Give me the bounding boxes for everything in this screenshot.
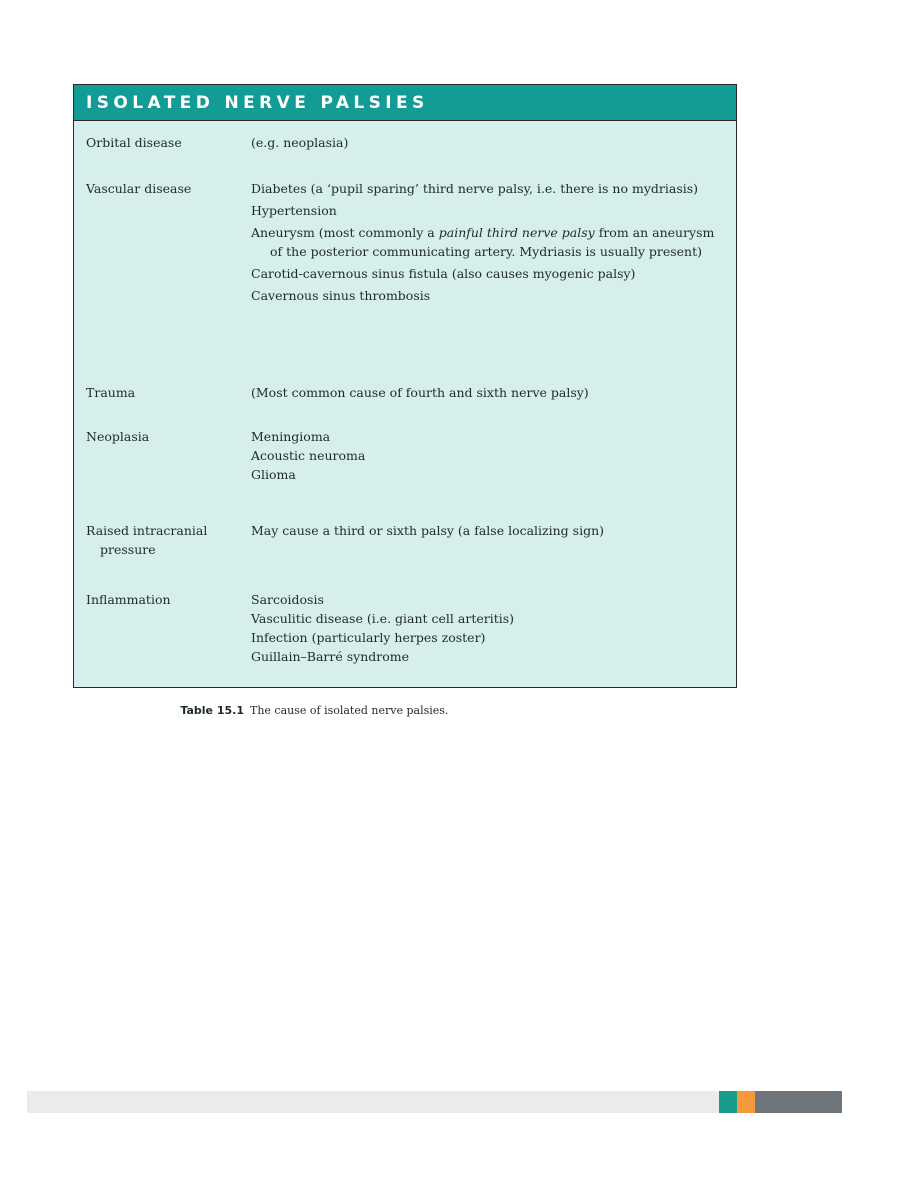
item-text: Aneurysm (most commonly a (251, 225, 439, 240)
caption-text: The cause of isolated nerve palsies. (250, 704, 449, 717)
row-items (251, 427, 729, 484)
row-category: Neoplasia (86, 429, 150, 444)
row-category: Raised intracranial pressure (86, 523, 208, 557)
row-item (251, 201, 729, 220)
item-text: (Most common cause of fourth and sixth nerve palsy) (251, 385, 589, 400)
item-text-italic: painful third nerve palsy (438, 225, 595, 240)
row-item (251, 286, 729, 305)
item-text: Vasculitic disease (i.e. giant cell arteritis) (251, 611, 515, 626)
row-item (251, 521, 729, 540)
row-item (251, 264, 729, 283)
row-items (251, 179, 729, 308)
row-items (251, 383, 729, 405)
row-category: Orbital disease (86, 135, 182, 150)
row-items (251, 133, 729, 155)
item-text: Diabetes (a ‘pupil sparing’ third nerve palsy, i.e. there is no mydriasis) (251, 181, 699, 196)
caption-label: Table 15.1 (180, 704, 244, 717)
row-item (251, 590, 729, 609)
table-title: ISOLATED NERVE PALSIES (74, 85, 736, 121)
row-item (251, 223, 729, 261)
item-text: Cavernous sinus thrombosis (251, 288, 431, 303)
nerve-palsies-table (73, 84, 737, 688)
row-items (251, 521, 729, 543)
row-category: Vascular disease (86, 181, 192, 196)
item-text: Sarcoidosis (251, 592, 324, 607)
row-item (251, 647, 729, 666)
footer-accent-teal (719, 1091, 737, 1113)
item-text: Infection (particularly herpes zoster) (251, 630, 486, 645)
row-item (251, 179, 729, 198)
item-text: Hypertension (251, 203, 337, 218)
row-item (251, 427, 729, 446)
item-text: Carotid-cavernous sinus fistula (also causes myogenic palsy) (251, 266, 636, 281)
item-text: Guillain–Barré syndrome (251, 649, 410, 664)
row-item (251, 609, 729, 628)
footer-accent-orange (737, 1091, 755, 1113)
row-item (251, 465, 729, 484)
item-text: Glioma (251, 467, 296, 482)
item-text: (e.g. neoplasia) (251, 135, 349, 150)
row-items (251, 590, 729, 666)
row-category: Trauma (86, 385, 136, 400)
footer-accent-gray (755, 1091, 842, 1113)
item-text: from an aneurysm of the posterior communicating artery. Mydriasis is usually present) (270, 225, 715, 259)
row-item (251, 383, 729, 402)
item-text: Meningioma (251, 429, 331, 444)
row-category: Inflammation (86, 592, 171, 607)
row-item (251, 133, 729, 152)
item-text: Acoustic neuroma (251, 448, 366, 463)
item-text: May cause a third or sixth palsy (a false localizing sign) (251, 523, 604, 538)
row-item (251, 628, 729, 647)
row-item (251, 446, 729, 465)
